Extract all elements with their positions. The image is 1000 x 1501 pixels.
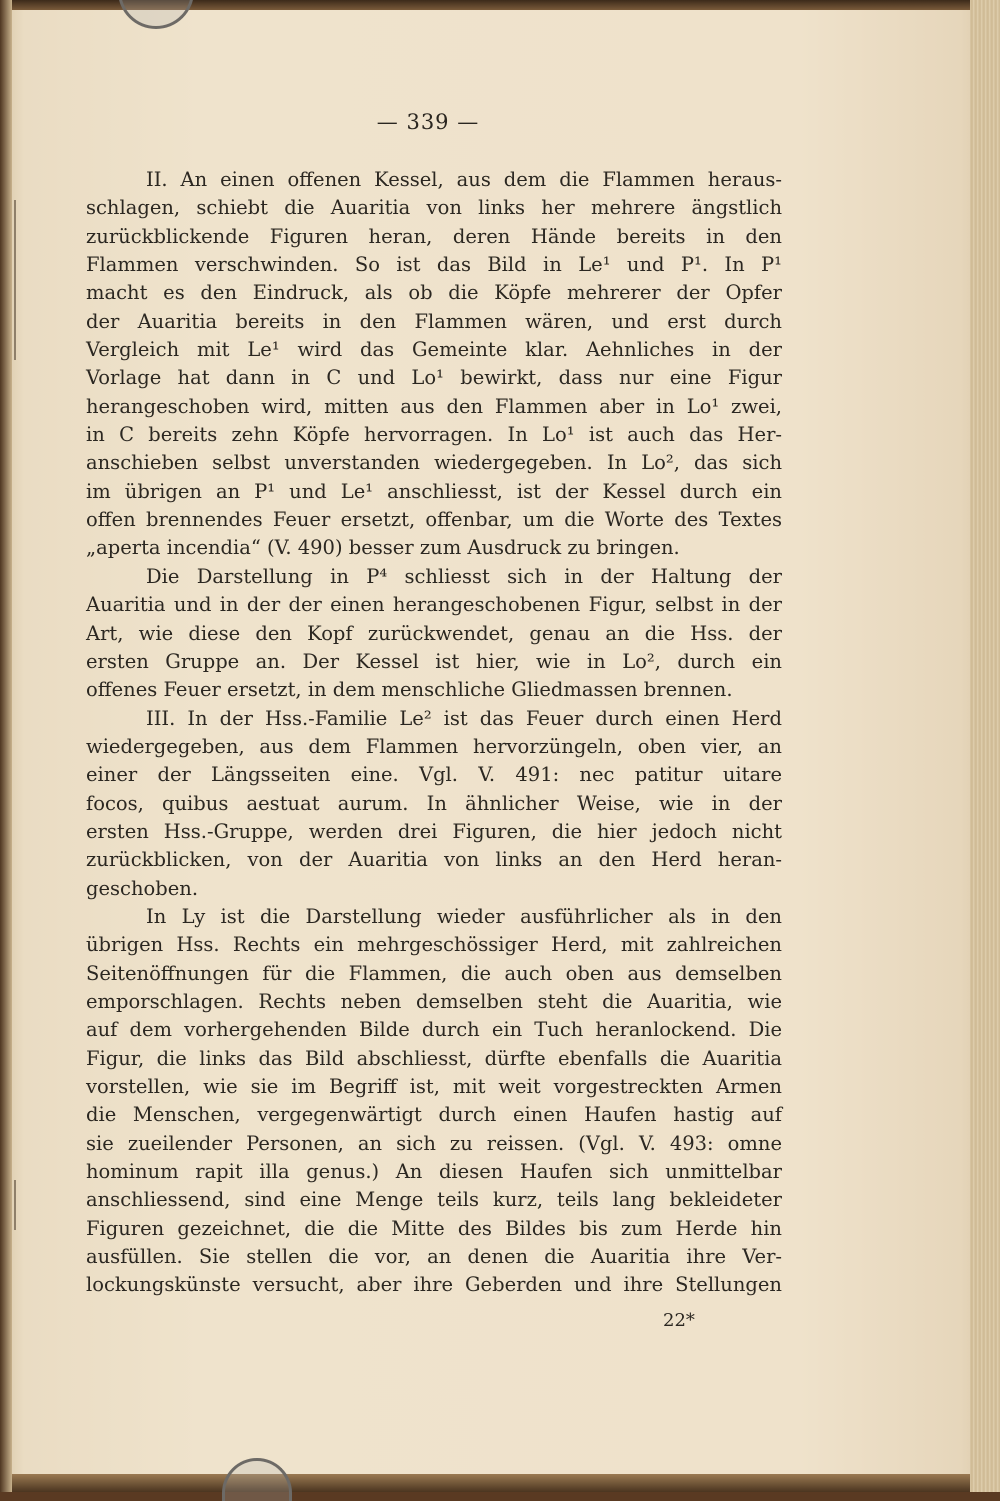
text-line: zurückblickende Figuren heran, deren Hände bereits in den [86, 224, 782, 248]
text-line: Seitenöffnungen für die Flammen, die auch oben aus demselben [86, 961, 782, 985]
text-line: III. In der Hss.-Familie Le² ist das Feuer durch einen Herd [146, 706, 782, 730]
text-line: auf dem vorhergehenden Bilde durch ein Tuch heranlockend. Die [86, 1018, 782, 1042]
text-line: Art, wie diese den Kopf zurückwendet, genau an die Hss. der [86, 621, 782, 645]
paper-clip-bottom-icon [222, 1458, 292, 1501]
text-line: anschieben selbst unverstanden wiedergegeben. In Lo², das sich [86, 451, 782, 475]
text-line: wiedergegeben, aus dem Flammen hervorzüngeln, oben vier, an [86, 734, 782, 758]
text-line: einer der Längsseiten eine. Vgl. V. 491: nec patitur uitare [86, 763, 782, 787]
text-line: sie zueilender Personen, an sich zu reissen. (Vgl. V. 493: omne [86, 1131, 782, 1155]
page-stack-edge [970, 0, 1000, 1492]
text-line: übrigen Hss. Rechts ein mehrgeschössiger Herd, mit zahlreichen [86, 933, 782, 957]
text-line: lockungskünste versucht, aber ihre Geberden und ihre Stellungen [86, 1273, 782, 1297]
text-line: anschliessend, sind eine Menge teils kurz, teils lang bekleideter [86, 1188, 782, 1212]
text-line: Figuren gezeichnet, die die Mitte des Bildes bis zum Herde hin [86, 1216, 782, 1240]
text-line: Figur, die links das Bild abschliesst, dürfte ebenfalls die Auaritia [86, 1046, 782, 1070]
text-line: hominum rapit illa genus.) An diesen Haufen sich unmittelbar [86, 1160, 782, 1184]
text-line: zurückblicken, von der Auaritia von links an den Herd heran- [86, 848, 782, 872]
text-line: ausfüllen. Sie stellen die vor, an denen die Auaritia ihre Ver- [86, 1245, 782, 1269]
book-spine-shadow [0, 0, 12, 1492]
text-line: Vorlage hat dann in C und Lo¹ bewirkt, dass nur eine Figur [86, 366, 782, 390]
text-line: emporschlagen. Rechts neben demselben steht die Auaritia, wie [86, 989, 782, 1013]
text-line: schlagen, schiebt die Auaritia von links her mehrere ängstlich [86, 196, 782, 220]
book-bottom-edge [0, 1474, 1000, 1492]
text-line: Vergleich mit Le¹ wird das Gemeinte klar. Aehnliches in der [86, 338, 782, 362]
text-line: vorstellen, wie sie im Begriff ist, mit weit vorgestreckten Armen [86, 1075, 782, 1098]
text-line: macht es den Eindruck, als ob die Köpfe mehrerer der Opfer [86, 281, 782, 305]
text-line: „aperta incendia“ (V. 490) besser zum Ausdruck zu bringen. [86, 536, 680, 560]
text-line: ersten Hss.-Gruppe, werden drei Figuren, die hier jedoch nicht [86, 819, 782, 843]
signature-mark: 22* [663, 1310, 695, 1331]
text-line: In Ly ist die Darstellung wieder ausführlicher als in den [146, 904, 782, 928]
page-number: — 339 — [376, 110, 480, 134]
text-line: focos, quibus aestuat aurum. In ähnlicher Weise, wie in der [86, 791, 782, 815]
text-line: ersten Gruppe an. Der Kessel ist hier, wie in Lo², durch ein [86, 649, 782, 673]
text-line: in C bereits zehn Köpfe hervorragen. In Lo¹ ist auch das Her- [86, 423, 782, 447]
margin-mark [14, 200, 16, 360]
paper-clip-top-icon [118, 0, 194, 29]
text-line: Die Darstellung in P⁴ schliesst sich in der Haltung der [146, 564, 782, 588]
text-line: die Menschen, vergegenwärtigt durch einen Haufen hastig auf [86, 1103, 782, 1127]
text-line: herangeschoben wird, mitten aus den Flammen aber in Lo¹ zwei, [86, 394, 782, 418]
margin-mark [14, 1180, 16, 1230]
text-line: Flammen verschwinden. So ist das Bild in Le¹ und P¹. In P¹ [86, 253, 782, 277]
text-line: offen brennendes Feuer ersetzt, offenbar, um die Worte des Textes [86, 508, 782, 532]
text-line: geschoben. [86, 876, 199, 900]
text-line: offenes Feuer ersetzt, in dem menschliche Gliedmassen brennen. [86, 678, 733, 702]
text-line: im übrigen an P¹ und Le¹ anschliesst, ist der Kessel durch ein [86, 479, 782, 503]
text-line: der Auaritia bereits in den Flammen wären, und erst durch [86, 309, 782, 333]
text-line: Auaritia und in der der einen herangeschobenen Figur, selbst in der [86, 593, 782, 617]
body-text [86, 166, 782, 1300]
text-line: II. An einen offenen Kessel, aus dem die Flammen heraus- [146, 168, 782, 191]
